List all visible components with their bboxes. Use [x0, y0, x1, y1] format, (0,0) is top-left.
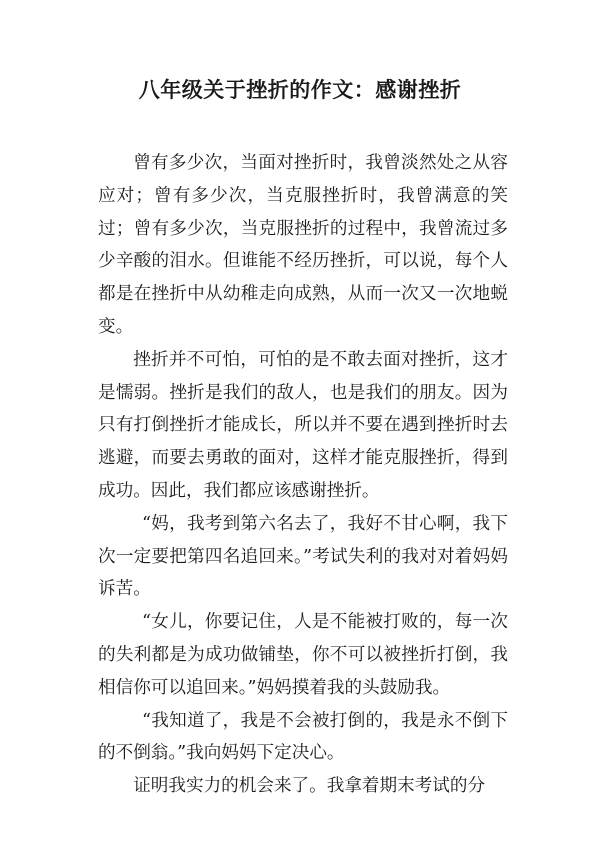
- document-body: [98, 147, 508, 803]
- paragraph: “女儿，你要记住，人是不能被打败的，每一次的失利都是为成功做铺垫，你不可以被挫折打倒，我相信你可以追回来。”妈妈摸着我的头鼓励我。: [98, 612, 508, 698]
- paragraph: “妈，我考到第六名去了，我好不甘心啊，我下次一定要把第四名追回来。”考试失利的我对对着妈妈诉苦。: [98, 513, 508, 600]
- paragraph: “我知道了，我是不会被打倒的，我是永不倒下的不倒翁。”我向妈妈下定决心。: [98, 710, 508, 764]
- paragraph: 曾有多少次，当面对挫折时，我曾淡然处之从容应对；曾有多少次，当克服挫折时，我曾满意的笑过；曾有多少次，当克服挫折的过程中，我曾流过多少辛酸的泪水。但谁能不经历挫折，可以说，每个人都是在挫折中从幼稚走向成熟，从而一次又一次地蜕变。: [98, 153, 508, 337]
- paragraph: 挫折并不可怕，可怕的是不敢去面对挫折，这才是懦弱。挫折是我们的敌人，也是我们的朋友。因为只有打倒挫折才能成长，所以并不要在遇到挫折时去逃避，而要去勇敢的面对，这样才能克服挫折，得到成功。因此，我们都应该感谢挫折。: [98, 349, 508, 501]
- paragraph: 证明我实力的机会来了。我拿着期末考试的分: [133, 776, 486, 797]
- document-title: 八年级关于挫折的作文：感谢挫折: [138, 78, 462, 102]
